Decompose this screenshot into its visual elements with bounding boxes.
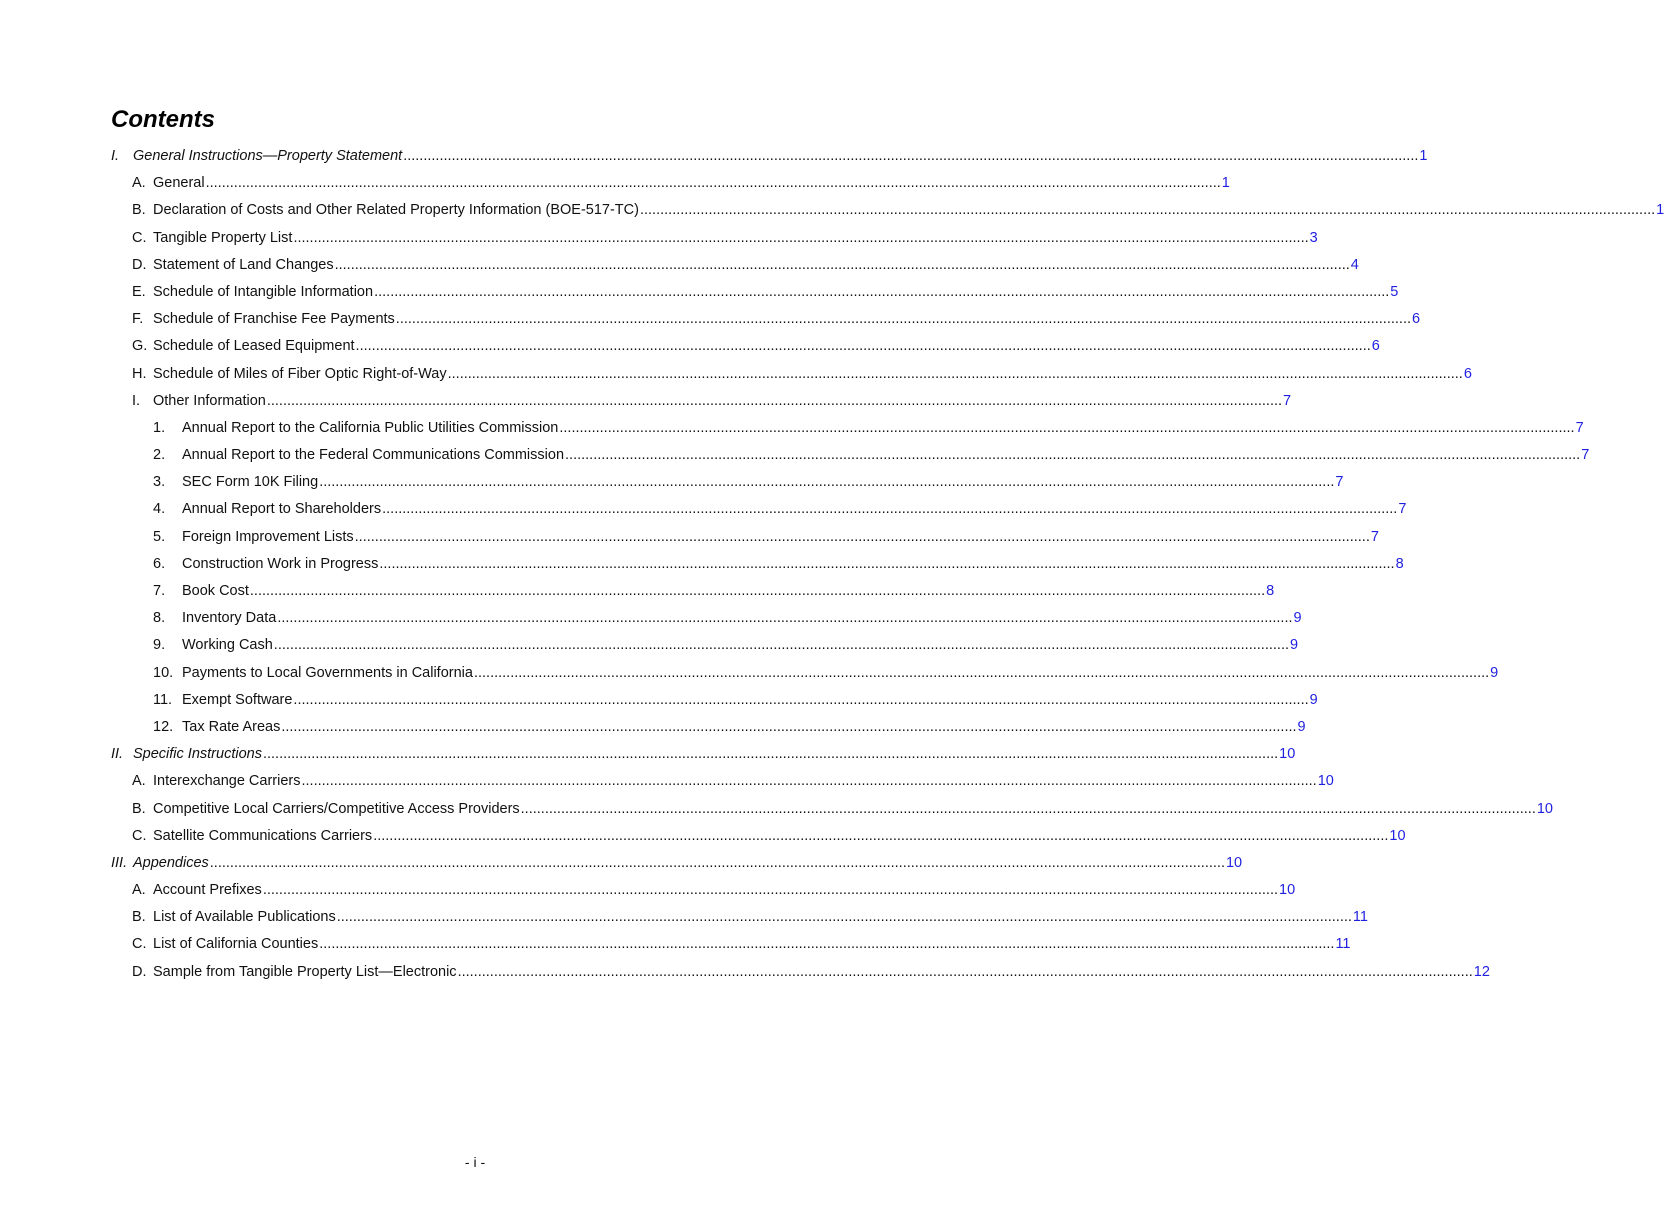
toc-entry-title: General — [153, 175, 205, 192]
dot-leader — [210, 850, 1225, 877]
dot-leader — [274, 632, 1289, 659]
toc-entry[interactable] — [111, 143, 1428, 170]
toc-entry-number: 2. — [153, 447, 166, 464]
dot-leader — [379, 551, 1394, 578]
toc-entry[interactable] — [111, 252, 1359, 279]
toc-entry-number: H. — [132, 365, 147, 382]
dot-leader — [337, 904, 1352, 931]
toc-page-link[interactable]: 8 — [1395, 555, 1404, 572]
toc-entry-title: SEC Form 10K Filing — [182, 474, 319, 491]
dot-leader — [474, 660, 1489, 687]
toc-page-link[interactable]: 1 — [1656, 202, 1664, 219]
toc-entry-number: A. — [132, 773, 146, 790]
toc-entry[interactable] — [111, 524, 1379, 551]
toc-entry[interactable] — [111, 361, 1472, 388]
toc-entry-title: Specific Instructions — [133, 746, 262, 763]
toc-entry[interactable] — [111, 442, 1590, 469]
toc-page-link[interactable]: 7 — [1575, 419, 1584, 436]
toc-page-link[interactable]: 9 — [1309, 691, 1318, 708]
toc-entry-title: General Instructions—Property Statement — [133, 148, 403, 164]
dot-leader — [206, 170, 1221, 197]
toc-page-link[interactable]: 11 — [1335, 936, 1351, 953]
toc-entry-title: Satellite Communications Carriers — [153, 827, 373, 844]
toc-entry-number: 9. — [153, 637, 166, 654]
dot-leader — [565, 442, 1580, 469]
toc-page-link[interactable]: 3 — [1309, 229, 1318, 246]
toc-entry[interactable] — [111, 333, 1380, 360]
toc-entry-title: Inventory Data — [182, 610, 277, 627]
toc-entry-number: 4. — [153, 501, 166, 518]
dot-leader — [293, 225, 1308, 252]
dot-leader — [640, 197, 1655, 224]
dot-leader — [293, 687, 1308, 714]
dot-leader — [263, 741, 1278, 768]
toc-entry-title: List of Available Publications — [153, 909, 336, 926]
toc-page-link[interactable]: 10 — [1389, 827, 1406, 844]
toc-page-link[interactable]: 10 — [1536, 800, 1553, 817]
toc-entry-title: Schedule of Intangible Information — [153, 283, 374, 300]
dot-leader — [319, 469, 1334, 496]
toc-entry-number: D. — [132, 963, 147, 980]
toc-entry[interactable] — [111, 170, 1230, 197]
toc-entry-number: I. — [132, 392, 141, 409]
toc-entry-title: Annual Report to the California Public Utilities Commission — [182, 419, 559, 436]
dot-leader — [373, 823, 1388, 850]
toc-entry[interactable] — [111, 768, 1334, 795]
toc-page-link[interactable]: 9 — [1297, 718, 1306, 735]
dot-leader — [458, 959, 1473, 986]
toc-entry[interactable] — [111, 578, 1275, 605]
toc-entry[interactable] — [111, 551, 1404, 578]
toc-entry-number: C. — [132, 936, 147, 953]
toc-entry-number: D. — [132, 256, 147, 273]
toc-entry-number: III. — [111, 854, 128, 871]
dot-leader — [382, 496, 1397, 523]
toc-entry[interactable] — [111, 877, 1296, 904]
dot-leader — [396, 306, 1411, 333]
table-of-contents — [111, 143, 1664, 986]
toc-entry-title: Statement of Land Changes — [153, 256, 334, 273]
toc-entry-number: B. — [132, 800, 146, 817]
toc-entry-number: C. — [132, 229, 147, 246]
toc-entry-number: E. — [132, 283, 146, 300]
toc-entry-number: C. — [132, 827, 147, 844]
dot-leader — [374, 279, 1389, 306]
toc-entry[interactable] — [111, 660, 1499, 687]
toc-entry[interactable] — [111, 197, 1664, 224]
toc-entry[interactable] — [111, 959, 1490, 986]
toc-entry-number: 7. — [153, 583, 166, 599]
toc-entry-title: Book Cost — [182, 583, 249, 599]
toc-entry-title: Interexchange Carriers — [153, 773, 301, 790]
toc-entry-title: List of California Counties — [153, 936, 319, 953]
toc-entry[interactable] — [111, 496, 1407, 523]
toc-page-link[interactable]: 5 — [1390, 283, 1399, 300]
toc-page-link[interactable]: 6 — [1463, 365, 1472, 382]
toc-entry-number: G. — [132, 338, 148, 355]
toc-entry-number: A. — [132, 882, 146, 899]
toc-page-link[interactable]: 9 — [1293, 610, 1302, 627]
toc-page-link[interactable]: 7 — [1398, 501, 1407, 518]
toc-entry-title: Schedule of Franchise Fee Payments — [153, 311, 395, 328]
toc-entry[interactable] — [111, 279, 1399, 306]
toc-page-link[interactable]: 7 — [1581, 447, 1590, 464]
toc-entry[interactable] — [111, 632, 1299, 659]
toc-entry-number: B. — [132, 909, 146, 926]
dot-leader — [559, 415, 1574, 442]
toc-entry[interactable] — [111, 469, 1344, 496]
toc-entry-number: II. — [111, 746, 124, 763]
toc-page-link[interactable]: 11 — [1352, 909, 1368, 926]
toc-entry-number: 11. — [153, 691, 173, 708]
page-title: Contents — [111, 106, 215, 133]
toc-entry-number: 12. — [153, 718, 174, 735]
toc-page-link[interactable]: 8 — [1266, 583, 1275, 599]
toc-entry-title: Competitive Local Carriers/Competitive Access Providers — [153, 800, 520, 817]
toc-entry-title: Declaration of Costs and Other Related Property Information (BOE-517-TC) — [153, 202, 639, 219]
toc-page-link[interactable]: 4 — [1350, 256, 1359, 273]
toc-entry-number: 3. — [153, 474, 166, 491]
toc-entry[interactable] — [111, 823, 1406, 850]
toc-page-link[interactable]: 9 — [1290, 637, 1299, 654]
toc-entry-title: Working Cash — [182, 637, 273, 654]
toc-entry-number: I. — [111, 148, 120, 164]
dot-leader — [267, 388, 1282, 415]
toc-entry[interactable] — [111, 741, 1296, 768]
toc-entry-number: F. — [132, 311, 144, 328]
toc-entry[interactable] — [111, 714, 1306, 741]
toc-entry-title: Construction Work in Progress — [182, 555, 379, 572]
toc-entry[interactable] — [111, 415, 1584, 442]
toc-page-link[interactable]: 7 — [1370, 528, 1379, 545]
toc-entry[interactable] — [111, 796, 1553, 823]
toc-entry-title: Other Information — [153, 392, 266, 409]
toc-page-link[interactable]: 12 — [1473, 963, 1490, 980]
dot-leader — [277, 605, 1292, 632]
toc-entry-number: 8. — [153, 610, 166, 627]
toc-entry-title: Appendices — [133, 854, 209, 871]
dot-leader — [263, 877, 1278, 904]
toc-entry-title: Tax Rate Areas — [182, 718, 281, 735]
toc-entry-title: Account Prefixes — [153, 882, 262, 899]
toc-entry-title: Exempt Software — [182, 691, 293, 708]
dot-leader — [319, 931, 1334, 958]
toc-page-link[interactable]: 9 — [1490, 664, 1499, 681]
toc-entry-number: 10. — [153, 664, 174, 681]
toc-entry[interactable] — [111, 687, 1318, 714]
toc-page-link[interactable]: 7 — [1283, 392, 1292, 409]
dot-leader — [250, 578, 1265, 605]
toc-entry[interactable] — [111, 850, 1243, 877]
dot-leader — [448, 361, 1463, 388]
toc-page-link[interactable]: 6 — [1371, 338, 1380, 355]
toc-page-link[interactable]: 10 — [1317, 773, 1334, 790]
toc-page-link[interactable]: 10 — [1225, 854, 1243, 871]
toc-entry[interactable] — [111, 306, 1421, 333]
toc-entry-title: Annual Report to the Federal Communications Commission — [182, 447, 565, 464]
toc-entry-title: Schedule of Leased Equipment — [153, 338, 355, 355]
toc-entry-title: Sample from Tangible Property List—Electronic — [153, 963, 457, 980]
dot-leader — [403, 143, 1418, 170]
toc-entry[interactable] — [111, 931, 1351, 958]
dot-leader — [335, 252, 1350, 279]
dot-leader — [281, 714, 1296, 741]
toc-entry[interactable] — [111, 388, 1292, 415]
toc-page-link[interactable]: 1 — [1419, 148, 1428, 164]
toc-entry-title: Annual Report to Shareholders — [182, 501, 382, 518]
toc-page-link[interactable]: 10 — [1279, 882, 1296, 899]
toc-page-link[interactable]: 10 — [1279, 746, 1296, 763]
toc-page-link[interactable]: 7 — [1335, 474, 1344, 491]
toc-entry-number: B. — [132, 202, 146, 219]
dot-leader — [355, 524, 1370, 551]
dot-leader — [521, 796, 1536, 823]
dot-leader — [302, 768, 1317, 795]
toc-page-link[interactable]: 6 — [1412, 311, 1421, 328]
toc-page-link[interactable]: 1 — [1221, 175, 1230, 192]
toc-entry-number: 6. — [153, 555, 166, 572]
toc-entry-title: Tangible Property List — [153, 229, 293, 246]
toc-entry-number: 5. — [153, 528, 166, 545]
dot-leader — [356, 333, 1371, 360]
toc-entry[interactable] — [111, 605, 1302, 632]
toc-entry[interactable] — [111, 225, 1318, 252]
page-number-footer: - i - — [464, 1154, 486, 1170]
toc-entry-title: Schedule of Miles of Fiber Optic Right-of-Way — [153, 365, 447, 382]
toc-entry-number: 1. — [153, 419, 166, 436]
toc-entry-title: Payments to Local Governments in California — [182, 664, 473, 681]
toc-entry[interactable] — [111, 904, 1368, 931]
toc-entry-title: Foreign Improvement Lists — [182, 528, 354, 545]
toc-entry-number: A. — [132, 175, 146, 192]
